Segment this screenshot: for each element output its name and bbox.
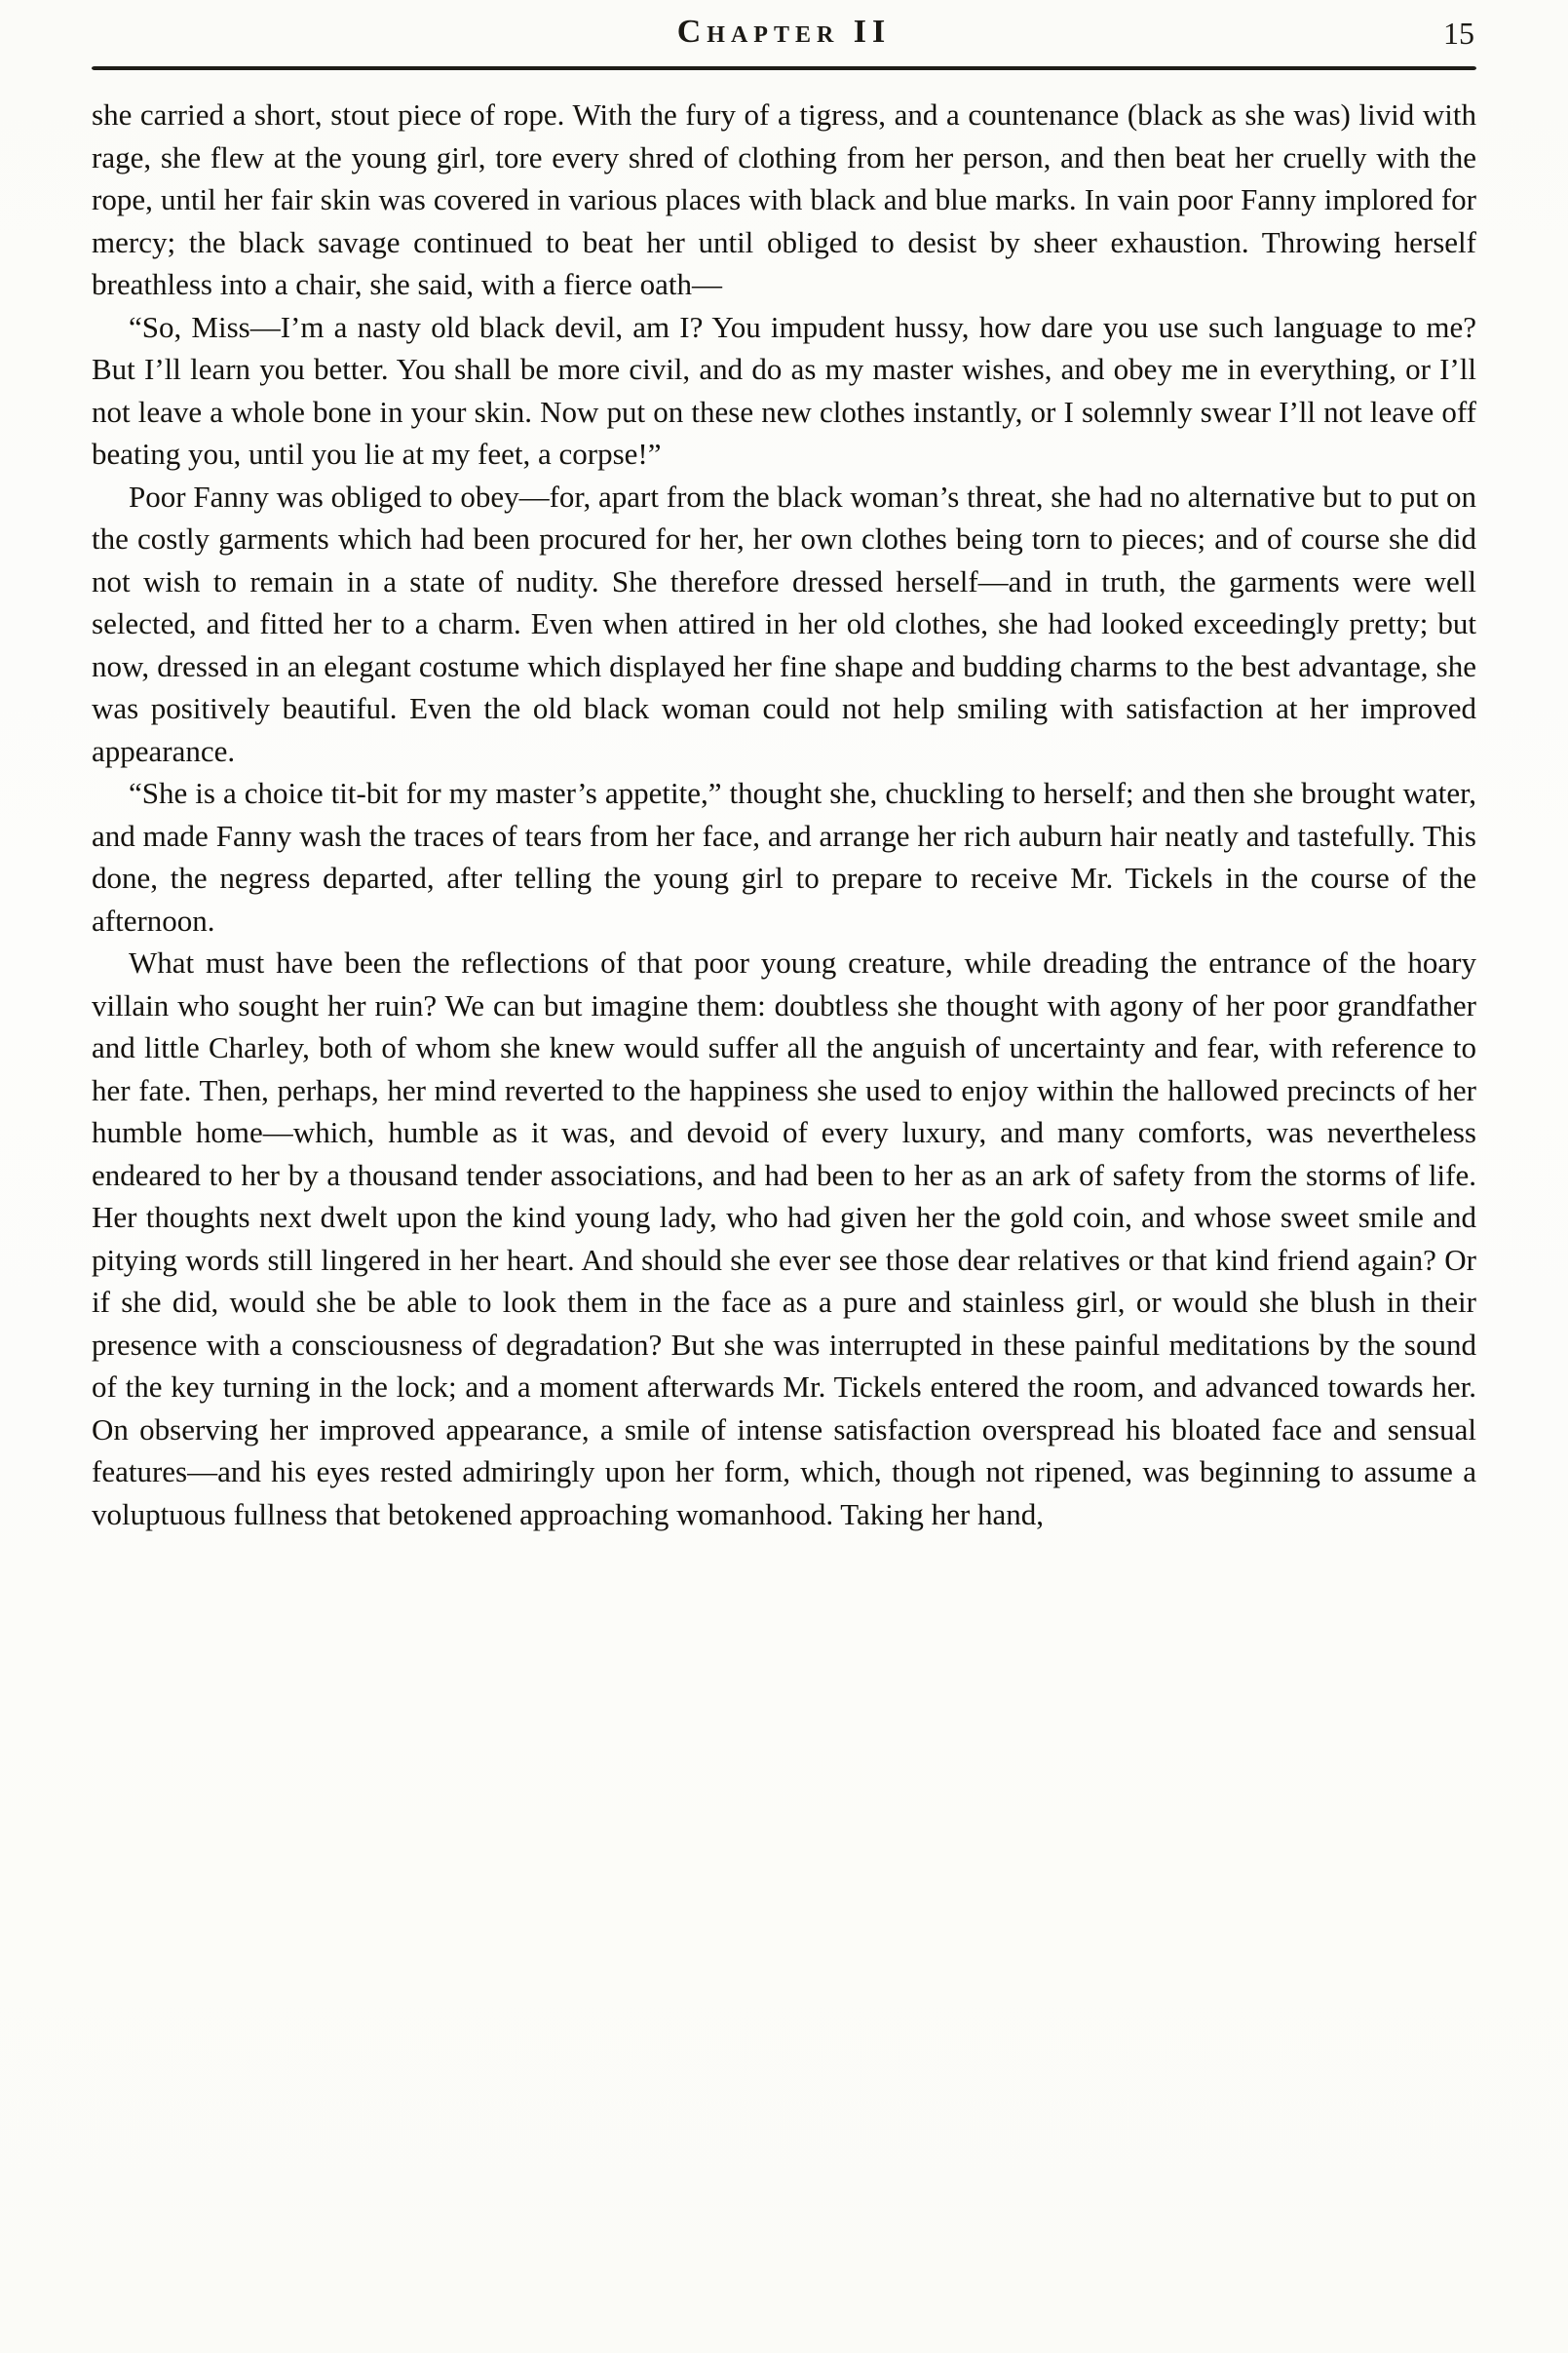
chapter-title: Chapter II [676, 14, 892, 50]
paragraph: “She is a choice tit-bit for my master’s appetite,” thought she, chuckling to herself; and then she brought water, and made Fanny wash the traces of tears from her face, and arrange her rich auburn hair neatly and tastefully. This done, the negress departed, after telling the young girl to prepare to receive Mr. Tickels in the course of the afternoon. [92, 776, 1476, 938]
page-number: 15 [1443, 16, 1474, 51]
paragraph-continuation: she carried a short, stout piece of rope. With the fury of a tigress, and a countenance (black as she was) livid with rage, she flew at the young girl, tore every shred of clothing from her person, and then beat her cruelly with the rope, until her fair skin was covered in various places with black and blue marks. In vain poor Fanny implored for mercy; the black savage continued to beat her until obliged to desist by sheer exhaustion. Throwing herself breathless into a chair, she said, with a fierce oath— [92, 97, 1476, 301]
page-header [92, 14, 1476, 58]
header-divider [92, 66, 1476, 70]
paragraph: “So, Miss—I’m a nasty old black devil, am I? You impudent hussy, how dare you use such language to me? But I’ll learn you better. You shall be more civil, and do as my master wishes, and obey me in everything, or I’ll not leave a whole bone in your skin. Now put on these new clothes instantly, or I solemnly swear I’ll not leave off beating you, until you lie at my feet, a corpse!” [92, 309, 1476, 471]
paragraph: Poor Fanny was obliged to obey—for, apart from the black woman’s threat, she had no alternative but to put on the costly garments which had been procured for her, her own clothes being torn to pieces; and of course she did not wish to remain in a state of nudity. She therefore dressed herself—and in truth, the garments were well selected, and fitted her to a charm. Even when attired in her old clothes, she had looked exceedingly pretty; but now, dressed in an elegant costume which displayed her fine shape and budding charms to the best advantage, she was positively beautiful. Even the old black woman could not help smiling with satisfaction at her improved appearance. [92, 479, 1476, 768]
body-text [92, 94, 1476, 1535]
paragraph: What must have been the reflections of that poor young creature, while dreading the entrance of the hoary villain who sought her ruin? We can but imagine them: doubtless she thought with agony of her poor grandfather and little Charley, both of whom she knew would suffer all the anguish of uncertainty and fear, with reference to her fate. Then, perhaps, her mind reverted to the happiness she used to enjoy within the hallowed precincts of her humble home—which, humble as it was, and devoid of every luxury, and many comforts, was nevertheless endeared to her by a thousand tender associations, and had been to her as an ark of safety from the storms of life. Her thoughts next dwelt upon the kind young lady, who had given her the gold coin, and whose sweet smile and pitying words still lingered in her heart. And should she ever see those dear relatives or that kind friend again? Or if she did, would she be able to look them in the face as a pure and stainless girl, or would she blush in their presence with a consciousness of degradation? But she was interrupted in these painful meditations by the sound of the key turning in the lock; and a moment afterwards Mr. Tickels entered the room, and advanced towards her. On observing her improved appearance, a smile of intense satisfaction overspread his bloated face and sensual features—and his eyes rested admiringly upon her form, which, though not ripened, was beginning to assume a voluptuous fullness that betokened approaching womanhood. Taking her hand, [92, 945, 1476, 1531]
